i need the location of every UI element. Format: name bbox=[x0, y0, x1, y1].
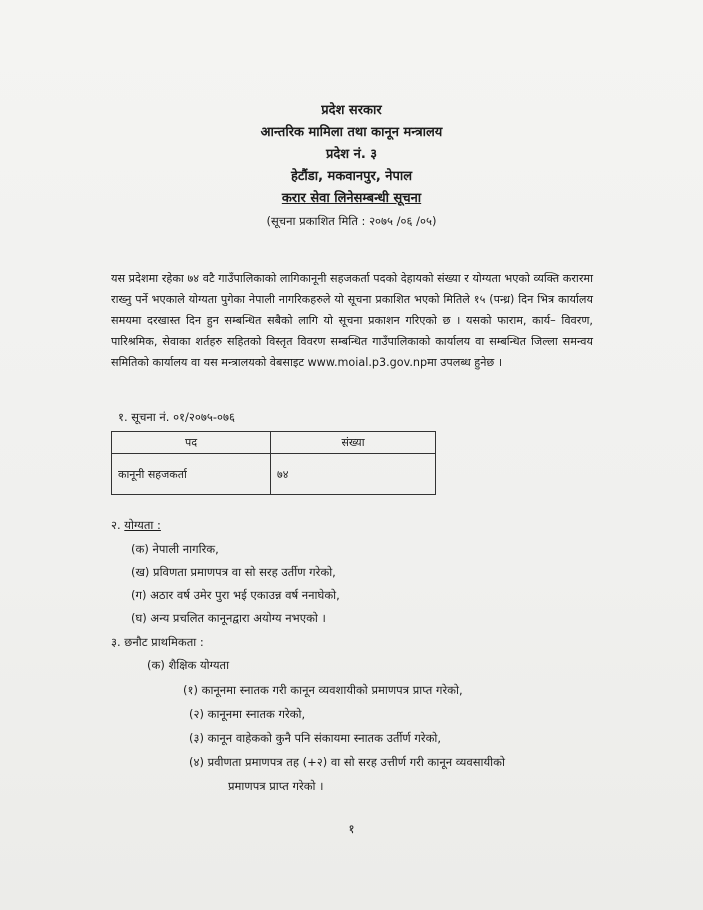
notice-number: १. सूचना नं. ०१/२०७५-०७६ bbox=[118, 410, 235, 424]
province-number: प्रदेश नं. ३ bbox=[325, 147, 378, 162]
qualification-item: (घ) अन्य प्रचलित कानूनद्वारा अयोग्य नभएको । bbox=[131, 611, 326, 625]
page-number: १ bbox=[348, 822, 355, 836]
cell-post: कानूनी सहजकर्ता bbox=[112, 454, 271, 495]
priority-item: (३) कानून वाहेकको कुनै पनि संकायमा स्नातक उर्तीर्ण गरेको, bbox=[189, 731, 442, 745]
qualification-number: २. bbox=[111, 518, 121, 532]
government-name: प्रदेश सरकार bbox=[321, 103, 382, 118]
header-post: पद bbox=[112, 432, 271, 454]
ministry-name: आन्तरिक मामिला तथा कानून मन्त्रालय bbox=[260, 125, 443, 140]
letterhead bbox=[0, 100, 703, 232]
qualification-item: (क) नेपाली नागरिक, bbox=[131, 542, 219, 556]
posts-table bbox=[111, 431, 436, 495]
priority-item: (१) कानूनमा स्नातक गरी कानून व्यवशायीको प्रमाणपत्र प्राप्त गरेको, bbox=[183, 683, 463, 697]
table-header-row bbox=[112, 432, 436, 454]
office-address: हेटौंडा, मकवानपुर, नेपाल bbox=[290, 169, 413, 184]
cell-count: ७४ bbox=[271, 454, 436, 495]
priority-item: (४) प्रवीणता प्रमाणपत्र तह (+२) वा सो सरह उत्तीर्ण गरी कानून व्यवसायीको bbox=[189, 755, 505, 769]
header-count: संख्या bbox=[271, 432, 436, 454]
priority-item-continuation: प्रमाणपत्र प्राप्त गरेको । bbox=[228, 779, 324, 793]
notice-title: करार सेवा लिनेसम्बन्धी सूचना bbox=[281, 191, 422, 206]
table-row bbox=[112, 454, 436, 495]
qualification-item: (ग) अठार वर्ष उमेर पुरा भई एकाउन्न वर्ष ननाघेको, bbox=[131, 588, 340, 602]
education-subheading: (क) शैक्षिक योग्यता bbox=[147, 658, 230, 672]
qualification-heading bbox=[111, 518, 161, 533]
publish-date: (सूचना प्रकाशित मिति : २०७५ /०६ /०५) bbox=[266, 214, 437, 228]
selection-priority-heading: ३. छनौट प्राथमिकता : bbox=[111, 635, 204, 649]
intro-paragraph: यस प्रदेशमा रहेका ७४ वटै गाउँपालिकाको लागिकानूनी सहजकर्ता पदको देहायको संख्या र योग्यता भएको व्यक्ति करारमा राख्नु पर्ने भएकाले योग्यता पुगेका नेपाली नागरिकहरुले यो सूचना प्रकाशित भएको मितिले १५ (पन्ध्र) दिन भित्र कार्यालय समयमा दरखास्त दिन हुन सम्बन्धित सबैको लागि यो सूचना प्रकाशन गरिएको छ । यसको फाराम, कार्य– विवरण, पारिश्रमिक, सेवाका शर्तहरु सहितको विस्तृत विवरण सम्बन्धित गाउँपालिकाको कार्यालय वा सम्बन्धित जिल्ला समन्वय समितिको कार्यालय वा यस मन्त्रालयको वेबसाइट www.moial.p3.gov.npमा उपलब्ध हुनेछ । bbox=[111, 272, 593, 369]
qualification-title: योग्यता : bbox=[124, 518, 161, 532]
qualification-item: (ख) प्रविणता प्रमाणपत्र वा सो सरह उर्तीण गरेको, bbox=[131, 565, 336, 579]
priority-item: (२) कानूनमा स्नातक गरेको, bbox=[189, 707, 306, 721]
